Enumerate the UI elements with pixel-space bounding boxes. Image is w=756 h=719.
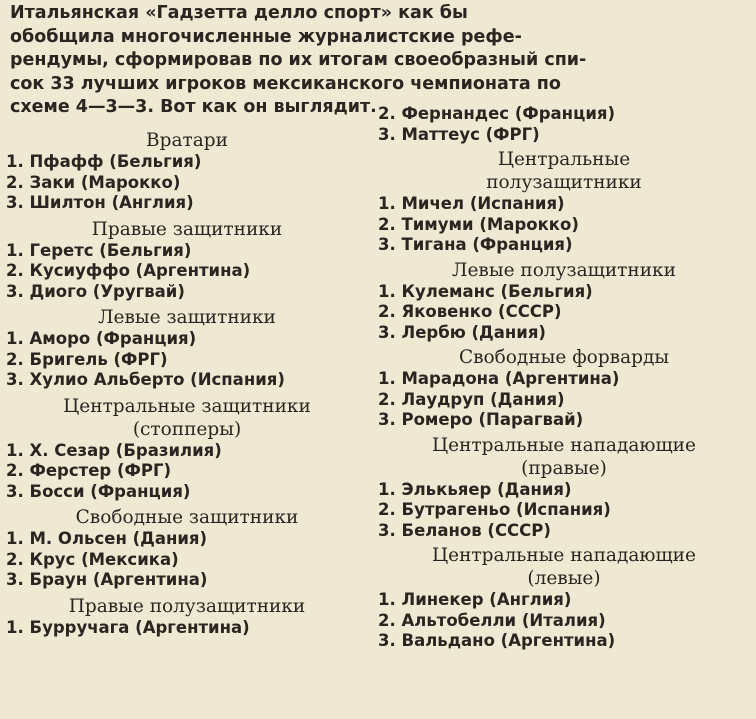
player-entry: 2. Крус (Мексика) bbox=[6, 549, 179, 569]
player-entry: 2. Лаудруп (Дания) bbox=[378, 389, 565, 409]
position-heading: Центральные нападающие bbox=[432, 434, 696, 456]
player-entry: 3. Диого (Уругвай) bbox=[6, 281, 185, 301]
position-heading: Свободные защитники bbox=[75, 507, 299, 528]
position-heading: полузащитники bbox=[486, 172, 642, 193]
player-entry: 3. Лербю (Дания) bbox=[378, 322, 546, 342]
position-heading: Правые полузащитники bbox=[68, 595, 306, 617]
player-entry: 3. Шилтон (Англия) bbox=[6, 193, 194, 212]
player-entry: 2. Бутрагеньо (Испания) bbox=[378, 500, 611, 519]
position-heading: Вратари bbox=[146, 130, 228, 151]
left-column bbox=[6, 128, 368, 638]
position-section bbox=[378, 545, 750, 652]
player-entry: 1. Марадона (Аргентина) bbox=[378, 369, 620, 388]
player-entry: 3. Тигана (Франция) bbox=[378, 235, 573, 254]
position-section bbox=[378, 104, 750, 145]
position-heading: Центральные нападающие bbox=[432, 545, 696, 566]
position-heading: (правые) bbox=[521, 457, 607, 479]
player-entry: 2. Заки (Марокко) bbox=[6, 172, 181, 192]
position-heading: (левые) bbox=[527, 568, 601, 589]
position-section bbox=[6, 507, 368, 591]
player-entry: 1. Пфафф (Бельгия) bbox=[6, 152, 202, 171]
intro-line: обобщила многочисленные журналистские рефе- bbox=[10, 26, 522, 47]
player-entry: 1. Бурручага (Аргентина) bbox=[6, 617, 250, 637]
player-entry: 2. Яковенко (СССР) bbox=[378, 302, 562, 321]
player-entry: 2. Фернандес (Франция) bbox=[378, 104, 616, 123]
position-section bbox=[6, 219, 368, 303]
player-entry: 3. Ромеро (Парагвай) bbox=[378, 410, 584, 429]
intro-line: рендумы, сформировав по их итогам своеобразный спи- bbox=[10, 50, 587, 70]
position-section bbox=[6, 596, 368, 639]
position-section bbox=[378, 435, 750, 542]
position-heading: Левые полузащитники bbox=[452, 259, 676, 281]
player-entry: 1. Х. Сезар (Бразилия) bbox=[6, 440, 222, 460]
player-entry: 1. Кулеманс (Бельгия) bbox=[378, 281, 593, 301]
player-entry: 3. Вальдано (Аргентина) bbox=[378, 631, 616, 650]
right-column bbox=[378, 104, 750, 652]
player-entry: 1. Элькьяер (Дания) bbox=[378, 479, 572, 499]
position-section bbox=[6, 130, 368, 214]
player-entry: 2. Ферстер (ФРГ) bbox=[6, 461, 171, 480]
player-entry: 2. Тимуми (Марокко) bbox=[378, 214, 579, 234]
position-heading: Центральные защитники bbox=[63, 395, 311, 417]
player-entry: 1. Линекер (Англия) bbox=[378, 590, 572, 609]
position-section bbox=[6, 307, 368, 391]
player-entry: 3. Хулио Альберто (Испания) bbox=[6, 370, 285, 389]
player-entry: 3. Маттеус (ФРГ) bbox=[378, 124, 540, 144]
player-entry: 1. Мичел (Испания) bbox=[378, 194, 565, 213]
position-heading: Центральные bbox=[497, 149, 631, 170]
position-heading: Правые защитники bbox=[91, 218, 283, 240]
position-section bbox=[378, 260, 750, 344]
player-entry: 2. Бригель (ФРГ) bbox=[6, 349, 168, 369]
position-heading: Левые защитники bbox=[98, 307, 276, 328]
player-entry: 1. М. Ольсен (Дания) bbox=[6, 529, 208, 548]
position-section bbox=[378, 149, 750, 256]
player-entry: 1. Аморо (Франция) bbox=[6, 329, 197, 348]
player-entry: 3. Браун (Аргентина) bbox=[6, 570, 208, 589]
intro-line: Итальянская «Гадзетта делло спорт» как бы bbox=[10, 3, 468, 23]
player-entry: 1. Геретс (Бельгия) bbox=[6, 240, 192, 260]
intro-line: сок 33 лучших игроков мексиканского чемпионата по bbox=[10, 73, 561, 94]
position-section bbox=[6, 396, 368, 503]
player-entry: 2. Кусиуффо (Аргентина) bbox=[6, 261, 251, 280]
intro-paragraph bbox=[10, 2, 746, 120]
player-entry: 3. Босси (Франция) bbox=[6, 481, 191, 501]
intro-line: схеме 4—3—3. Вот как он выглядит. bbox=[10, 97, 377, 117]
position-heading: (стопперы) bbox=[132, 418, 242, 440]
player-entry: 2. Альтобелли (Италия) bbox=[378, 610, 606, 630]
player-entry: 3. Беланов (СССР) bbox=[378, 520, 551, 540]
position-section bbox=[378, 347, 750, 431]
position-heading: Свободные форварды bbox=[458, 347, 670, 368]
